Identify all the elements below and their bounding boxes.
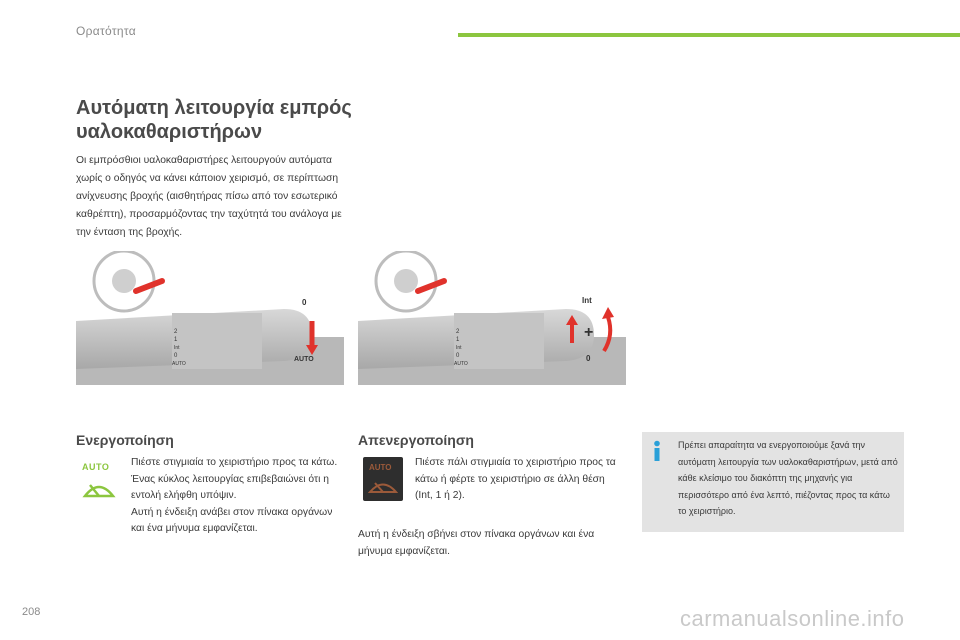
stalk-mark: AUTO <box>172 361 186 367</box>
auto-indicator-label: AUTO <box>369 463 392 472</box>
info-icon <box>650 440 664 462</box>
figure-label-bottom: 0 <box>586 354 591 363</box>
stalk-mark: Int <box>174 345 180 351</box>
wiper-auto-icon <box>82 476 116 502</box>
activation-heading: Ενεργοποίηση <box>76 432 174 448</box>
stalk-mark: 2 <box>174 329 178 335</box>
activation-line: Ένας κύκλος λειτουργίας επιβεβαιώνει ότι η εντολή ελήφθη υπόψιν. <box>131 473 329 501</box>
stalk-mark: 0 <box>456 353 460 359</box>
header-accent-bar <box>458 33 960 37</box>
stalk-mark: 1 <box>174 337 178 343</box>
stalk-mark: Int <box>456 345 462 351</box>
intro-paragraph: Οι εμπρόσθιοι υαλοκαθαριστήρες λειτουργούν αυτόματα χωρίς ο οδηγός να κάνει κάποιον χειρισμό, σε περίπτωση ανίχνευσης βροχής (αισθητήρας πίσω από τον εσωτερικό καθρέπτη), προσαρμόζοντας την ταχύτητά του ανάλογα με την ένταση της βροχής. <box>76 155 342 238</box>
info-note-text: Πρέπει απαραίτητα να ενεργοποιούμε ξανά την αυτόματη λειτουργία των υαλοκαθαριστήρων, μετά από κάθε κλείσιμο του διακόπτη της μηχανής για περισσότερο από ένα λεπτό, πιέζοντας προς τα κάτω το χειριστήριο. <box>678 440 898 516</box>
page-title: Αυτόματη λειτουργία εμπρός υαλοκαθαριστήρων <box>76 97 352 143</box>
stalk-mark: 2 <box>456 329 460 335</box>
figure-label-top: 0 <box>302 298 307 307</box>
figure-plus-sign: + <box>584 324 594 341</box>
section-header: Ορατότητα <box>76 24 136 38</box>
activation-line: Πιέστε στιγμιαία το χειριστήριο προς τα κάτω. <box>131 457 338 468</box>
dashboard-auto-indicator <box>363 457 403 501</box>
page-number: 208 <box>22 606 41 618</box>
stalk-mark: 0 <box>174 353 178 359</box>
watermark: carmanualsonline.info <box>680 606 905 631</box>
auto-indicator-label: AUTO <box>82 462 110 472</box>
activation-text <box>131 455 341 538</box>
stalk-illustration-deactivation <box>358 251 626 385</box>
figure-label-bottom: AUTO <box>294 356 314 363</box>
activation-line: Αυτή η ένδειξη ανάβει στον πίνακα οργάνων και ένα μήνυμα εμφανίζεται. <box>131 506 333 534</box>
figure-label-top: Int <box>582 296 592 305</box>
deactivation-heading: Απενεργοποίηση <box>358 432 474 448</box>
stalk-mark: 1 <box>456 337 460 343</box>
stalk-illustration-activation <box>76 251 344 385</box>
deactivation-text: Πιέστε πάλι στιγμιαία το χειριστήριο προς τα κάτω ή φέρτε το χειριστήριο σε άλλη θέση (Int, 1 ή 2). <box>415 457 616 501</box>
deactivation-indicator-text: Αυτή η ένδειξη σβήνει στον πίνακα οργάνων και ένα μήνυμα εμφανίζεται. <box>358 529 595 557</box>
wiper-off-icon <box>368 475 398 495</box>
stalk-mark: AUTO <box>454 361 468 367</box>
